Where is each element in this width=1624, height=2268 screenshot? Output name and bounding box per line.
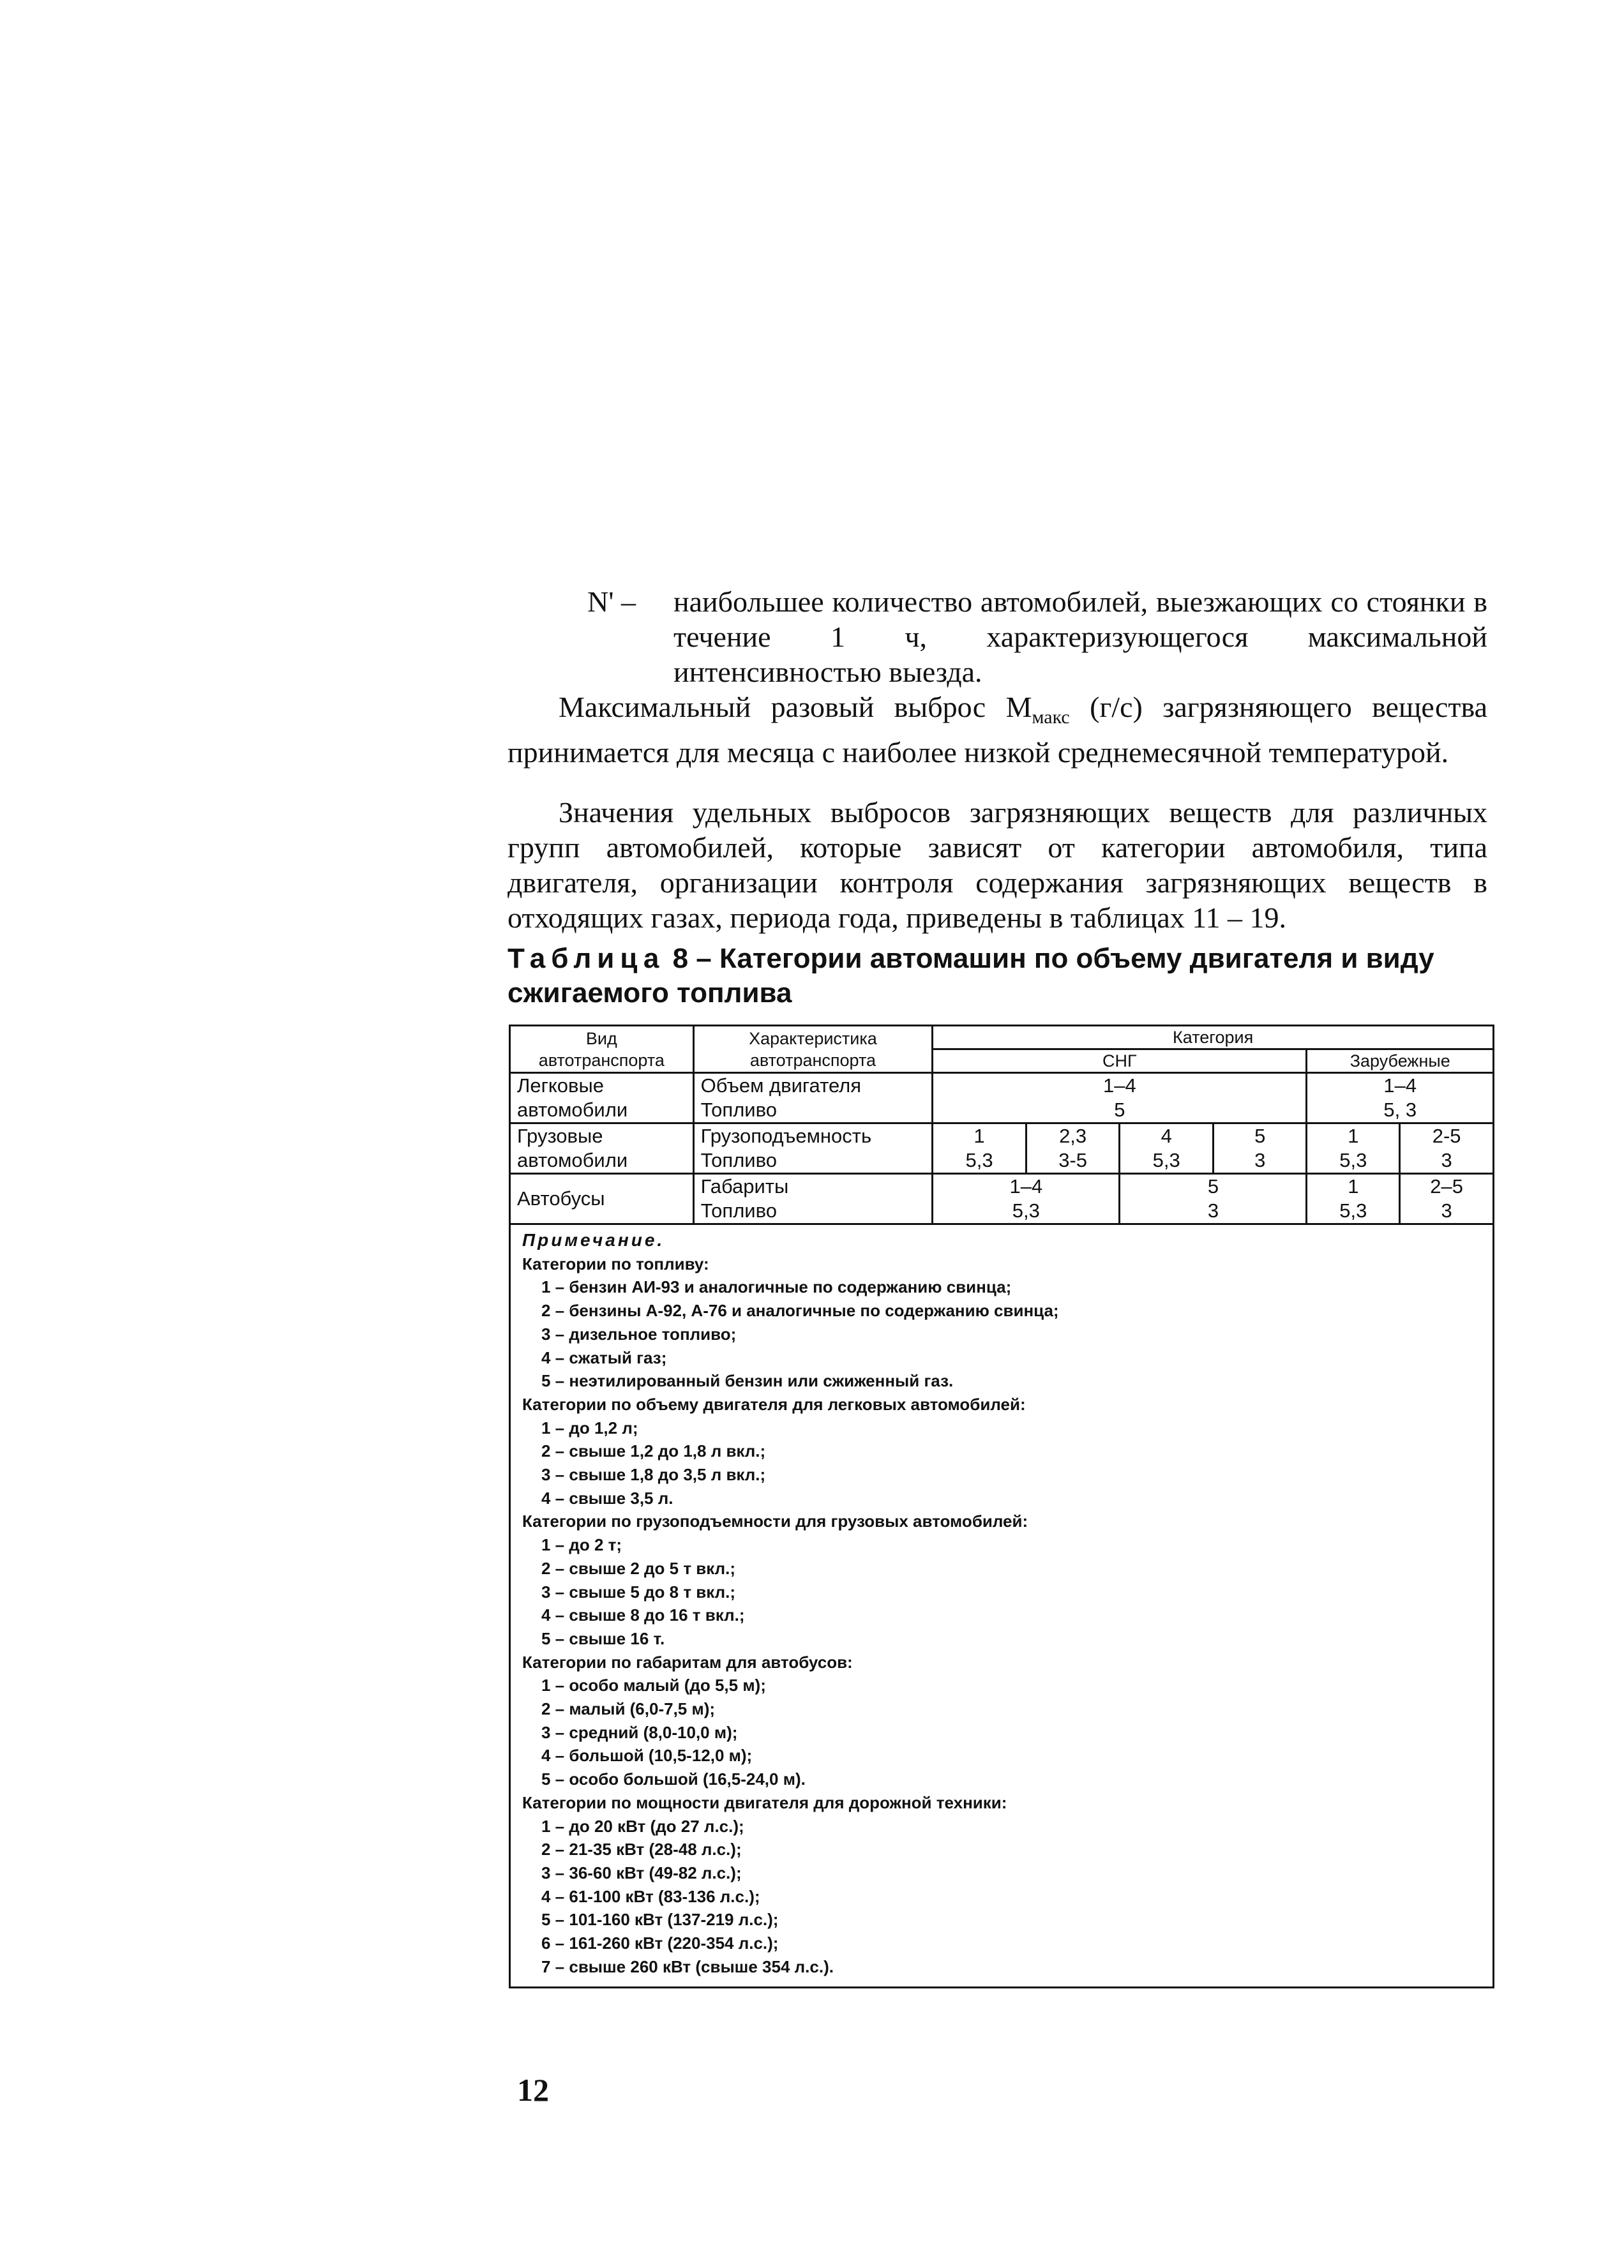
table-caption-label: Таблица <box>508 943 665 974</box>
note-fuel-item: 3 – дизельное топливо; <box>541 1324 737 1344</box>
table-caption-title: 8 – Категории автомашин по объему двигателя и виду сжигаемого топлива <box>508 943 1434 1009</box>
note-power-item: 1 – до 20 кВт (до 27 л.с.); <box>541 1816 744 1836</box>
cell-cis-cars: 1–4 5 <box>933 1073 1307 1123</box>
cell-char-buses: Габариты Топливо <box>693 1174 933 1224</box>
note-fuel-item: 1 – бензин АИ-93 и аналогичные по содержанию свинца; <box>541 1277 1012 1297</box>
paragraph-specific-emissions: Значения удельных выбросов загрязняющих веществ для различных групп автомобилей, которые зависят от категории автомобиля, типа двигателя, организации контроля содержания загрязняющих веществ в отходящих газах, периода года, приведены в таблицах 11 – 19. <box>508 796 1487 934</box>
header-category: Категория <box>933 1026 1494 1049</box>
cell-foreign-cars: 1–4 5, 3 <box>1307 1073 1494 1123</box>
cell-buses-1: 1–4 5,3 <box>933 1174 1120 1224</box>
cell-buses-3: 1 5,3 <box>1307 1174 1400 1224</box>
table-note-row <box>510 1224 1494 1988</box>
vehicle-category-table <box>509 1025 1494 1988</box>
cell-type-cars: Легковые автомобили <box>510 1073 694 1123</box>
cell-type-buses: Автобусы <box>510 1174 694 1224</box>
cell-buses-4: 2–5 3 <box>1400 1174 1494 1224</box>
note-title: Примечание. <box>522 1230 665 1250</box>
cell-buses-2: 5 3 <box>1120 1174 1307 1224</box>
note-power-item: 5 – 101-160 кВт (137-219 л.с.); <box>541 1910 779 1930</box>
note-power-item: 3 – 36-60 кВт (49-82 л.с.); <box>541 1863 742 1882</box>
note-bus-item: 5 – особо большой (16,5-24,0 м). <box>541 1769 806 1789</box>
note-load-item: 5 – свыше 16 т. <box>541 1628 665 1648</box>
note-bus-item: 2 – малый (6,0-7,5 м); <box>541 1699 716 1719</box>
note-fuel-heading: Категории по топливу: <box>522 1254 709 1273</box>
note-engine-item: 3 – свыше 1,8 до 3,5 л вкл.; <box>541 1465 766 1485</box>
note-power-item: 2 – 21-35 кВт (28-48 л.с.); <box>541 1840 742 1859</box>
cell-trucks-6: 2-5 3 <box>1400 1123 1494 1174</box>
table-caption <box>508 942 1491 1010</box>
header-foreign: Зарубежные <box>1307 1049 1494 1073</box>
paragraph-max-emission <box>508 689 1487 770</box>
header-cis: СНГ <box>933 1049 1307 1073</box>
note-engine-item: 2 – свыше 1,2 до 1,8 л вкл.; <box>541 1441 766 1461</box>
note-load-heading: Категории по грузоподъемности для грузовых автомобилей: <box>522 1512 1028 1531</box>
table-row-buses <box>510 1174 1494 1224</box>
header-vehicle-type: Вид автотранспорта <box>510 1026 694 1073</box>
note-bus-item: 1 – особо малый (до 5,5 м); <box>541 1676 766 1695</box>
note-load-item: 1 – до 2 т; <box>541 1535 622 1555</box>
table-row-trucks <box>510 1123 1494 1174</box>
note-fuel-item: 5 – неэтилированный бензин или сжиженный газ. <box>541 1371 954 1391</box>
note-engine-heading: Категории по объему двигателя для легковых автомобилей: <box>522 1394 1026 1414</box>
note-load-item: 4 – свыше 8 до 16 т вкл.; <box>541 1605 745 1625</box>
cell-trucks-3: 4 5,3 <box>1120 1123 1214 1174</box>
cell-char-trucks: Грузоподъемность Топливо <box>693 1123 933 1174</box>
note-bus-item: 4 – большой (10,5-12,0 м); <box>541 1746 753 1766</box>
note-fuel-item: 2 – бензины А-92, А-76 и аналогичные по содержанию свинца; <box>541 1301 1059 1321</box>
note-power-item: 7 – свыше 260 кВт (свыше 354 л.с.). <box>541 1956 834 1976</box>
definition-entry <box>587 584 1487 689</box>
definition-text: наибольшее количество автомобилей, выезжающих со стоянки в течение 1 ч, характеризующегося максимальной интенсивностью выезда. <box>673 585 1487 688</box>
note-bus-item: 3 – средний (8,0-10,0 м); <box>541 1722 738 1742</box>
cell-trucks-2: 2,3 3-5 <box>1026 1123 1120 1174</box>
page-number: 12 <box>517 2072 549 2108</box>
table-header-row <box>510 1026 1494 1049</box>
cell-trucks-1: 1 5,3 <box>933 1123 1026 1174</box>
note-engine-item: 4 – свыше 3,5 л. <box>541 1488 673 1508</box>
table-note <box>510 1224 1494 1988</box>
paragraph-max-emission-start: Максимальный разовый выброс M <box>559 691 1032 723</box>
note-fuel-item: 4 – сжатый газ; <box>541 1348 667 1367</box>
table-row-cars <box>510 1073 1494 1123</box>
cell-type-trucks: Грузовые автомобили <box>510 1123 694 1174</box>
note-bus-heading: Категории по габаритам для автобусов: <box>522 1652 853 1672</box>
note-power-item: 4 – 61-100 кВт (83-136 л.с.); <box>541 1886 760 1906</box>
note-load-item: 3 – свыше 5 до 8 т вкл.; <box>541 1582 736 1602</box>
paragraph-max-emission-end: (г/с) загрязняющего вещества принимается для месяца с наиболее низкой среднемесячной температурой. <box>508 691 1487 769</box>
definition-term: N' – <box>587 585 636 618</box>
subscript-max: макс <box>1032 707 1070 728</box>
cell-trucks-5: 1 5,3 <box>1307 1123 1400 1174</box>
note-engine-item: 1 – до 1,2 л; <box>541 1418 638 1438</box>
note-power-item: 6 – 161-260 кВт (220-354 л.с.); <box>541 1934 779 1953</box>
note-power-heading: Категории по мощности двигателя для дорожной техники: <box>522 1792 1007 1812</box>
cell-char-cars: Объем двигателя Топливо <box>693 1073 933 1123</box>
cell-trucks-4: 5 3 <box>1214 1123 1307 1174</box>
header-characteristic: Характеристика автотранспорта <box>693 1026 933 1073</box>
note-load-item: 2 – свыше 2 до 5 т вкл.; <box>541 1558 736 1578</box>
